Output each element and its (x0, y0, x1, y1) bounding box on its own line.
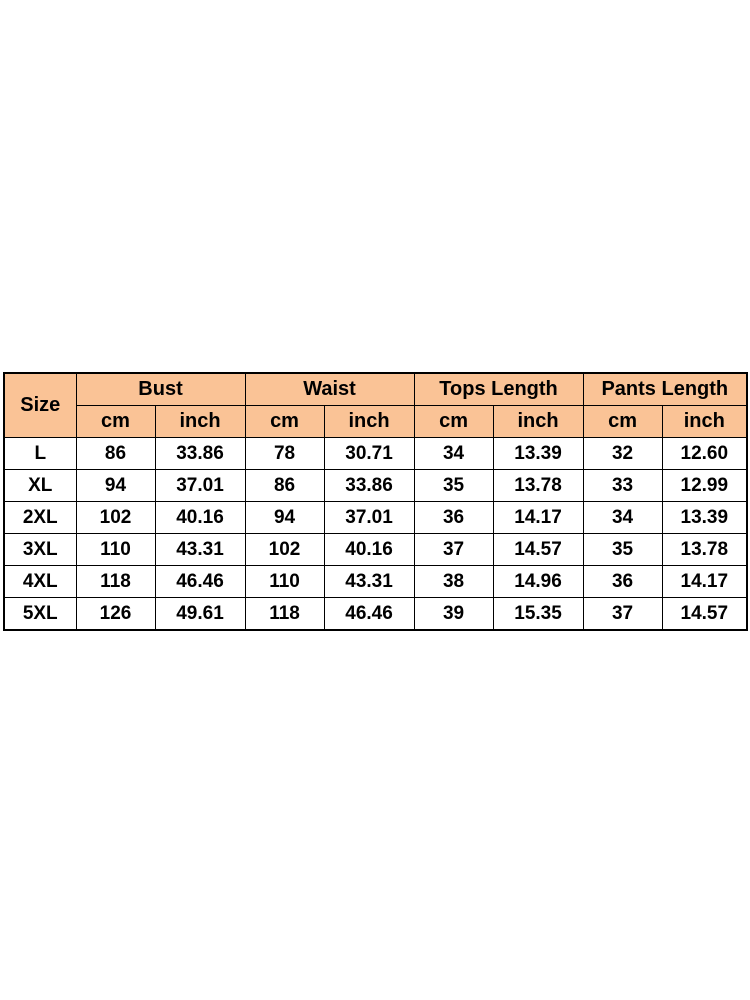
group-header-row (4, 373, 747, 406)
unit-header: cm (414, 406, 493, 438)
measurement-cell: 110 (245, 566, 324, 598)
table-row (4, 534, 747, 566)
measurement-cell: 102 (76, 502, 155, 534)
unit-header: cm (245, 406, 324, 438)
measurement-cell: 78 (245, 438, 324, 470)
measurement-cell: 36 (414, 502, 493, 534)
measurement-cell: 86 (76, 438, 155, 470)
measurement-cell: 33.86 (324, 470, 414, 502)
unit-header: cm (583, 406, 662, 438)
size-column-header: Size (4, 373, 76, 438)
table-row (4, 502, 747, 534)
measurement-cell: 30.71 (324, 438, 414, 470)
measurement-cell: 37.01 (324, 502, 414, 534)
size-cell: 3XL (4, 534, 76, 566)
table-header (4, 373, 747, 438)
table-row (4, 566, 747, 598)
measurement-cell: 86 (245, 470, 324, 502)
measurement-cell: 118 (76, 566, 155, 598)
waist-header: Waist (245, 373, 414, 406)
measurement-cell: 36 (583, 566, 662, 598)
measurement-cell: 14.57 (662, 598, 747, 631)
measurement-cell: 34 (583, 502, 662, 534)
measurement-cell: 94 (245, 502, 324, 534)
measurement-cell: 39 (414, 598, 493, 631)
measurement-cell: 37 (583, 598, 662, 631)
measurement-cell: 12.99 (662, 470, 747, 502)
unit-header: inch (155, 406, 245, 438)
measurement-cell: 12.60 (662, 438, 747, 470)
measurement-cell: 102 (245, 534, 324, 566)
bust-header: Bust (76, 373, 245, 406)
unit-header: cm (76, 406, 155, 438)
measurement-cell: 32 (583, 438, 662, 470)
measurement-cell: 38 (414, 566, 493, 598)
measurement-cell: 13.39 (493, 438, 583, 470)
measurement-cell: 43.31 (324, 566, 414, 598)
measurement-cell: 46.46 (324, 598, 414, 631)
size-chart-table (3, 372, 748, 631)
measurement-cell: 33.86 (155, 438, 245, 470)
measurement-cell: 35 (583, 534, 662, 566)
table-row (4, 438, 747, 470)
unit-header-row (4, 406, 747, 438)
measurement-cell: 37.01 (155, 470, 245, 502)
size-cell: XL (4, 470, 76, 502)
measurement-cell: 13.78 (662, 534, 747, 566)
measurement-cell: 110 (76, 534, 155, 566)
pants-length-header: Pants Length (583, 373, 747, 406)
measurement-cell: 35 (414, 470, 493, 502)
size-cell: 4XL (4, 566, 76, 598)
measurement-cell: 15.35 (493, 598, 583, 631)
measurement-cell: 14.17 (662, 566, 747, 598)
measurement-cell: 46.46 (155, 566, 245, 598)
measurement-cell: 126 (76, 598, 155, 631)
measurement-cell: 49.61 (155, 598, 245, 631)
measurement-cell: 94 (76, 470, 155, 502)
measurement-cell: 34 (414, 438, 493, 470)
measurement-cell: 33 (583, 470, 662, 502)
tops-length-header: Tops Length (414, 373, 583, 406)
measurement-cell: 13.78 (493, 470, 583, 502)
unit-header: inch (662, 406, 747, 438)
size-cell: L (4, 438, 76, 470)
table-row (4, 470, 747, 502)
measurement-cell: 13.39 (662, 502, 747, 534)
unit-header: inch (324, 406, 414, 438)
measurement-cell: 37 (414, 534, 493, 566)
measurement-cell: 43.31 (155, 534, 245, 566)
table-body (4, 438, 747, 631)
table-row (4, 598, 747, 631)
unit-header: inch (493, 406, 583, 438)
size-cell: 5XL (4, 598, 76, 631)
size-cell: 2XL (4, 502, 76, 534)
measurement-cell: 40.16 (324, 534, 414, 566)
measurement-cell: 118 (245, 598, 324, 631)
measurement-cell: 14.57 (493, 534, 583, 566)
measurement-cell: 40.16 (155, 502, 245, 534)
measurement-cell: 14.96 (493, 566, 583, 598)
measurement-cell: 14.17 (493, 502, 583, 534)
